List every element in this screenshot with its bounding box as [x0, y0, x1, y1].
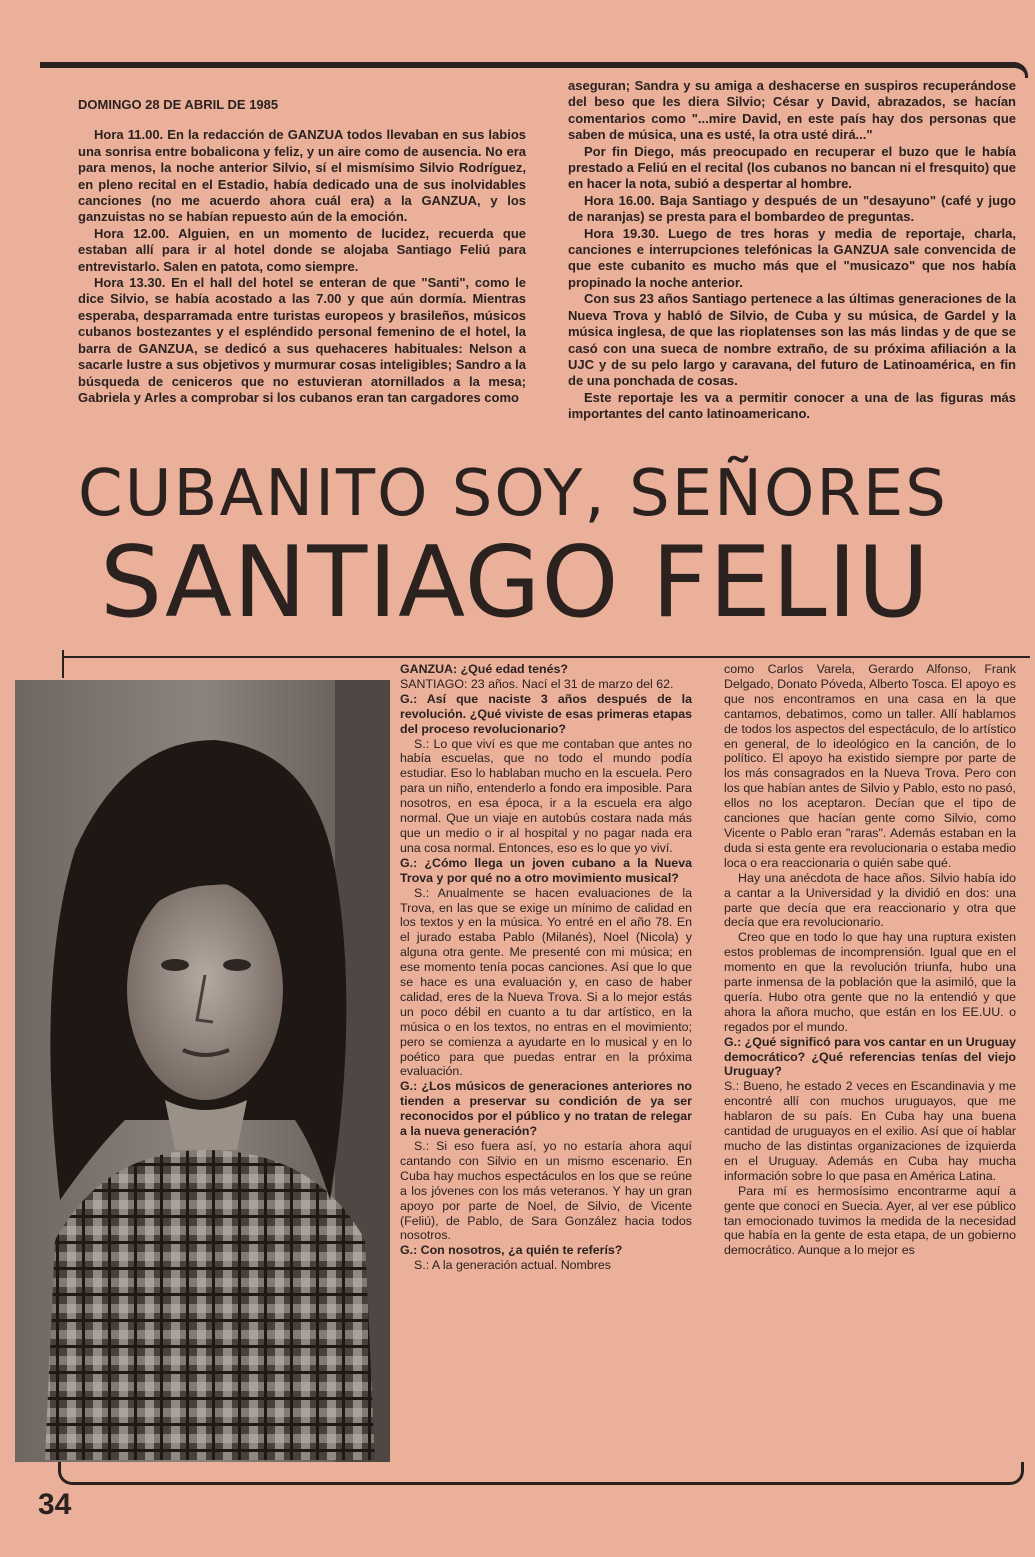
- interview-answer: S.: Bueno, he estado 2 veces en Escandinavia y me encontré allí con muchos uruguayos, que me hablaron de su país. En Cuba hay una buena cantidad de uruguayos en el exilio. Así que oí hablar mucho de las distintas organizaciones de izquierda en el Uruguay. Además en Cuba hay mucha información sobre lo que pasa en América Latina.: [724, 1079, 1016, 1183]
- intro-paragraph: Hora 16.00. Baja Santiago y después de un "desayuno" (café y jugo de naranjas) se presta para el bombardeo de preguntas.: [568, 192, 1016, 225]
- interview-answer: S.: Lo que viví es que me contaban que antes no había escuelas, que no todo el mundo podía estudiar. Eso lo hablaban mucho en la escuela. Pero para un niño, entenderlo a fondo era imposible. Para nosotros, en esa época, ir a la escuela era algo normal. Que un viaje en autobús costara nada más que un medio o ir al hospital y no pagar nada era una cosa normal. Entonces, eso es lo que yo viví.: [400, 736, 692, 855]
- intro-paragraph: DOMINGO 28 DE ABRIL DE 1985: [78, 97, 279, 112]
- interview-answer: SANTIAGO: 23 años. Nací el 31 de marzo del 62.: [400, 676, 674, 691]
- interview-answer: como Carlos Varela, Gerardo Alfonso, Frank Delgado, Donato Póveda, Alberto Tosca. El apoyo es que nos encontramos en una casa en la que cantamos, debatimos, como un taller. Allí hablamos de todos los aspectos del espectáculo, de lo artístico en general, de lo ideológico en la canción, de lo político. El apoyo ha existido siempre por parte de los más consagrados en la Nueva Trova. Pero con los que habían antes de Silvio y Pablo, esto no pasó, ellos no los aceptaron. Decían que el tipo de canciones que hacían gente como Silvio, como Vicente o Pablo eran "raras". Además estaban en la duda si esta gente era revolucionaria o estaba medio loca o era reaccionaria o quién sabe qué.: [724, 662, 1016, 870]
- portrait-illustration: [15, 680, 390, 1462]
- interview-answer: Creo que en todo lo que hay una ruptura existen estos problemas de incomprensión. Igual que en el momento en que la revolución triunfa, hubo una parte inmensa de la población que la asimiló, que la quería. Hubo otra gente que no la entendió y que ahora la añora mucho, que están en los EE.UU. o regados por el mundo.: [724, 930, 1016, 1034]
- interview-answer: S.: Si eso fuera así, yo no estaría ahora aquí cantando con Silvio en un mismo escenario. En Cuba hay muchos espectáculos en los que se reúne a los jóvenes con los más veteranos. Y hay un gran apoyo por parte de Noel, de Silvio, de Vicente (Feliú), de Pablo, de Sara González hacia todos nosotros.: [400, 1139, 692, 1243]
- interview-answer: S.: A la generación actual. Nombres: [414, 1258, 611, 1273]
- intro-paragraph: Hora 12.00. Alguien, en un momento de lucidez, recuerda que estaban allí para ir al hotel donde se alojaba Santiago Feliú para entrevistarlo. Salen en patota, como siempre.: [78, 225, 526, 274]
- interview-question: G.: Así que naciste 3 años después de la revolución. ¿Qué viviste de esas primeras etapas del proceso revolucionario?: [400, 691, 692, 736]
- interview-column-1: [400, 662, 692, 1273]
- page-number: 34: [38, 1488, 72, 1521]
- interview-column-2: [724, 662, 1016, 1258]
- bottom-frame-rule: [58, 1462, 1024, 1485]
- interview-answer: S.: Anualmente se hacen evaluaciones de la Trova, en las que se exige un mínimo de calidad en los textos y en la música. Yo entré en el año 78. En el jurado estaba Pablo (Milanés), Noel (Nicola) y alguna otra gente. Me presenté con mi música; en ese momento tenía pocas canciones. Así que lo que se hace es una evaluación y, en caso de haber calidad, eres de la Nueva Trova. Si a lo mejor estás un poco débil en cuanto a tu dar artístico, en la música o en los textos, no entras en el movimiento; pero se comienza a ayudarte en lo musical y en lo poético para que puedas entrar en la próxima evaluación.: [400, 885, 692, 1079]
- interview-question: G.: ¿Los músicos de generaciones anteriores no tienden a preservar su condición de ya ser reconocidos por el público y no tratan de relegar a la nueva generación?: [400, 1079, 692, 1139]
- interview-answer: Para mí es hermosísimo encontrarme aquí a gente que conocí en Suecia. Ayer, al ver ese público tan emocionado tuvimos la medida de la necesidad que había en la gente de esta etapa, de un gobierno democrático. Aunque a lo mejor es: [724, 1183, 1016, 1258]
- section-rule: [62, 656, 1030, 658]
- portrait-photo: [15, 680, 390, 1462]
- intro-paragraph: Por fin Diego, más preocupado en recuperar el buzo que le había prestado a Feliú en el recital (los cubanos no bancan ni el fresquito) que en hacer la nota, subió a despertar al hombre.: [568, 143, 1016, 192]
- intro-paragraph: Hora 11.00. En la redacción de GANZUA todos llevaban en sus labios una sonrisa entre bobalicona y feliz, y un aire como de ausencia. No era para menos, la noche anterior Silvio, sí el mismísimo Silvio Rodríguez, en pleno recital en el Estadio, había dedicado una de sus inolvidables canciones (no me acuerdo ahora cuál era) a la GANZUA, y los ganzuistas no se habían repuesto aún de la emoción.: [78, 127, 526, 225]
- top-frame-rule: [40, 62, 1028, 78]
- interview-answer: Hay una anécdota de hace años. Silvio había ido a cantar a la Universidad y la dividió en dos: una parte que decía que era reaccionario y otra que decía que era revolucionario.: [724, 870, 1016, 930]
- intro-column-right: [568, 78, 1016, 423]
- intro-paragraph: Hora 13.30. En el hall del hotel se enteran de que "Santi", como le dice Silvio, se había acostado a las 7.00 y que aún dormía. Mientras esperaba, desparramada entre turistas europeos y brasileños, músicos cubanos bostezantes y el espléndido personal femenino de el hotel, la barra de GANZUA, se dedicó a sus quehaceres habituales: Nelson a sacarle lustre a sus objetivos y murmurar cosas inteligibles; Sandro a la búsqueda de ceniceros que no estuvieran atornillados a la mesa; Gabriela y Arles a comprobar si los cubanos eran tan cargadores como: [78, 275, 526, 405]
- intro-paragraph: aseguran; Sandra y su amiga a deshacerse en suspiros recuperándose del beso que les diera Silvio; César y David, abrazados, se hacían comentarios como "...mire David, en este país hay dos personas que saben de música, una es usté, la otra usté dirá...": [568, 78, 1016, 143]
- interview-question: G.: ¿Cómo llega un joven cubano a la Nueva Trova y por qué no a otro movimiento musical?: [400, 855, 692, 885]
- intro-paragraph: Hora 19.30. Luego de tres horas y media de reportaje, charla, canciones e interrupciones telefónicas la GANZUA sale convencida de que este cubanito es mucho más que el "musicazo" que nos había propinado la noche anterior.: [568, 225, 1016, 290]
- interview-question: G.: ¿Qué significó para vos cantar en un Uruguay democrático? ¿Qué referencias tenías del viejo Uruguay?: [724, 1034, 1016, 1079]
- intro-paragraph: Con sus 23 años Santiago pertenece a las últimas generaciones de la Nueva Trova y habló de Silvio, de Cuba y su música, de Gardel y la música inglesa, de que las rioplatenses son las más lindas y de que se casó con una sueca de nombre extraño, de su próxima afiliación a la UJC y de su pelo largo y caravana, del futuro de Latinoamérica, en fin de una ponchada de cosas.: [568, 291, 1016, 389]
- intro-paragraph: Este reportaje les va a permitir conocer a una de las figuras más importantes del canto latinoamericano.: [568, 389, 1016, 422]
- headline-kicker: CUBANITO SOY, SEÑORES: [78, 457, 948, 531]
- interview-question: GANZUA: ¿Qué edad tenés?: [400, 662, 568, 676]
- interview-question: G.: Con nosotros, ¿a quién te referís?: [400, 1243, 623, 1258]
- intro-column-left: [78, 97, 526, 406]
- headline-name: SANTIAGO FELIU: [100, 526, 931, 640]
- section-rule-tick: [62, 650, 64, 678]
